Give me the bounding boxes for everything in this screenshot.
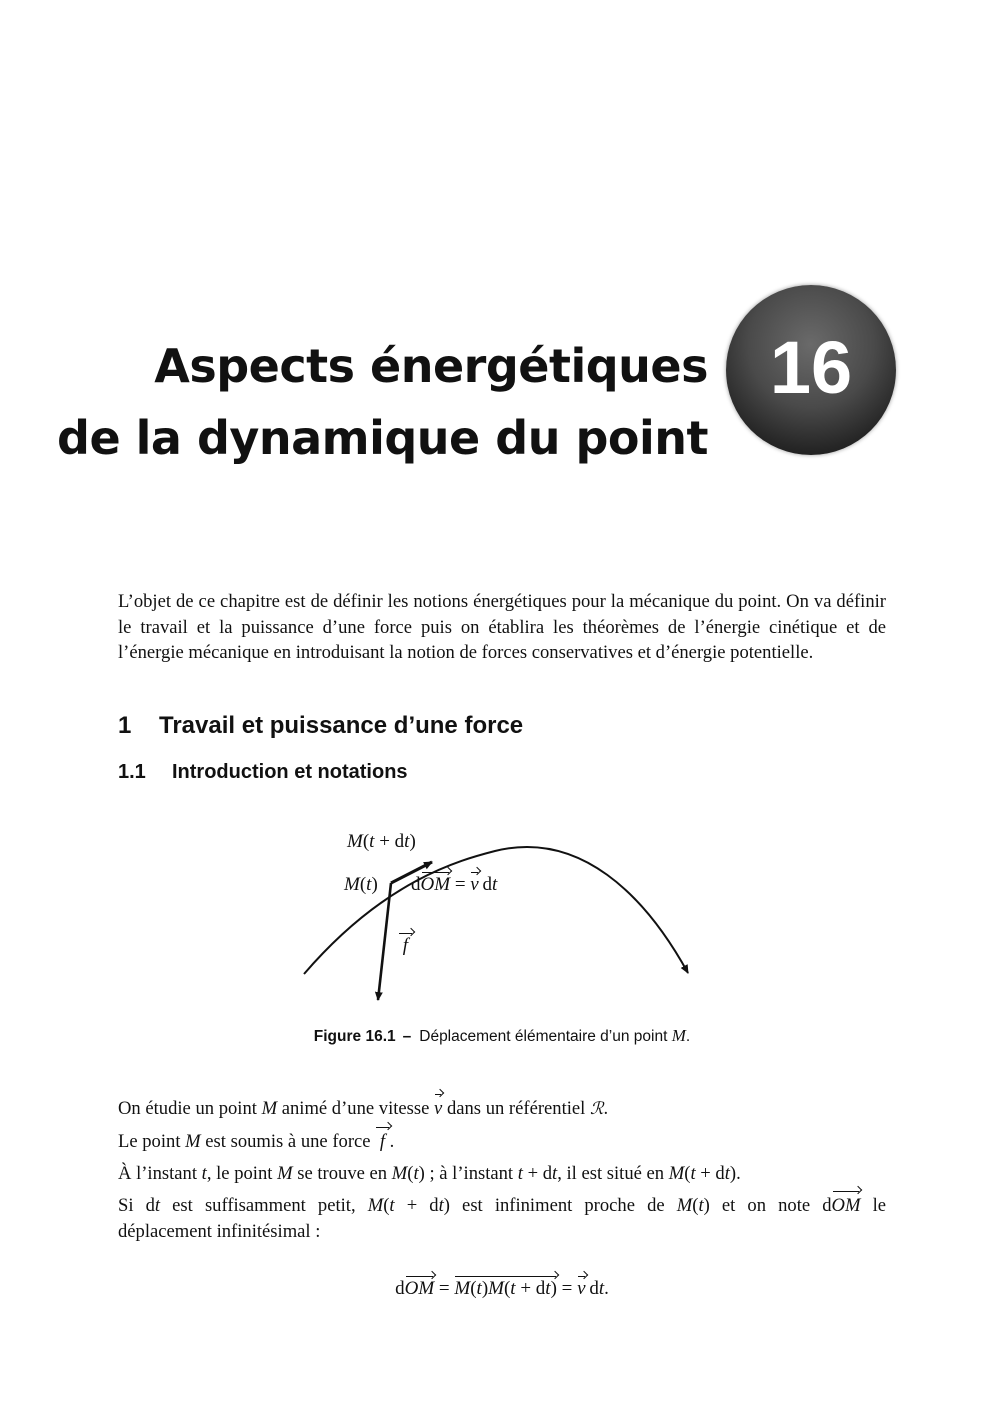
intro-text: L’objet de ce chapitre est de définir les notions énergétiques pour la mécanique du point. On va définir le travail et la puissance d’une force puis on établira les théorèmes de l’énergie cinétique et de l’énergie mécanique en introduisant la notion de forces conservatives et d’énergie potentielle. xyxy=(118,591,886,663)
displacement-equation: dOM = M(t)M(t + dt) = v dt. xyxy=(395,1278,609,1299)
chapter-number: 16 xyxy=(769,326,853,409)
subsection-title: Introduction et notations xyxy=(172,761,408,783)
caption-period: . xyxy=(685,1028,691,1045)
subsection-heading xyxy=(118,761,408,784)
chapter-title-line2: de la dynamique du point xyxy=(57,411,708,465)
caption-number: Figure 16.1 xyxy=(313,1028,396,1045)
caption-text: Déplacement élémentaire d’un point xyxy=(419,1028,668,1045)
label-point-next: M(t + dt) xyxy=(347,831,416,852)
caption-variable: M xyxy=(671,1026,686,1045)
chapter-number-badge xyxy=(726,285,896,455)
body-line-1: On étudie un point M animé d’une vitesse v dans un référentiel ℛ. xyxy=(118,1096,886,1123)
label-displacement: dOM = v dt xyxy=(411,874,498,895)
chapter-title-line1: Aspects énergétiques xyxy=(154,339,708,393)
figure-diagram xyxy=(290,825,710,1015)
figure-caption xyxy=(0,1026,1004,1046)
body-line-2: Le point M est soumis à une force f . xyxy=(118,1129,886,1155)
body-line-4b: déplacement infinitésimal : xyxy=(118,1221,321,1242)
chapter-title xyxy=(57,330,708,474)
body-line-3: À l’instant t, le point M se trouve en M(t) ; à l’instant t + dt, il est situé en M(t + dt). xyxy=(118,1163,741,1184)
figure-displacement xyxy=(290,825,710,1015)
section-heading xyxy=(118,712,523,740)
section-title: Travail et puissance d’une force xyxy=(159,712,524,739)
section-number: 1 xyxy=(118,712,132,739)
caption-dash: – xyxy=(402,1028,412,1045)
subsection-number: 1.1 xyxy=(118,761,146,783)
label-force: f xyxy=(398,935,413,957)
body-line-4a: Si dt est suffisamment petit, M(t + dt) est infiniment proche de M(t) et on note dOM le xyxy=(118,1193,886,1219)
label-point: M(t) xyxy=(344,874,378,895)
intro-paragraph xyxy=(118,589,886,666)
trajectory-curve xyxy=(304,847,688,974)
